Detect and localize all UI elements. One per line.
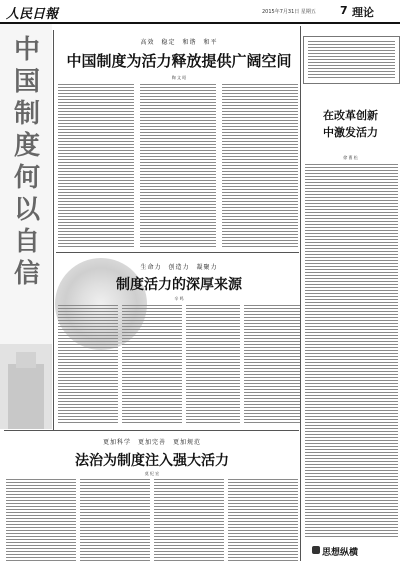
sidebar-title-line2: 中激发活力 <box>323 126 378 139</box>
sidebar-byline: 徐 曹 松 <box>343 155 358 160</box>
article-1-body <box>222 84 298 249</box>
article-1-kicker: 高效 稳定 和谐 和平 <box>140 39 218 46</box>
brand-icon <box>312 546 320 554</box>
sidebar-body <box>305 164 398 538</box>
article-2-kicker: 生命力 创造力 凝聚力 <box>140 264 218 271</box>
article-3-byline: 莫 纪 宏 <box>144 471 160 476</box>
article-2-body <box>244 305 300 425</box>
article-2-headline: 制度活力的深厚来源 <box>116 277 242 293</box>
column-divider <box>53 30 54 430</box>
page-number: 7 <box>340 4 348 17</box>
section-name: 理论 <box>352 6 374 19</box>
header-rule <box>0 22 400 24</box>
series-title: 中国制度何以自信 <box>13 35 40 289</box>
article-divider <box>56 252 299 253</box>
series-column <box>0 24 52 429</box>
article-3-kicker: 更加科学 更加完善 更加规范 <box>102 439 201 446</box>
article-3-body <box>6 479 76 561</box>
issue-date: 2015年7月31日 星期五 <box>262 9 316 15</box>
decorative-photo <box>0 344 52 429</box>
article-3-body <box>228 479 298 561</box>
article-3-body <box>154 479 224 561</box>
sidebar-title-line1: 在改革创新 <box>323 109 378 122</box>
footer-brand: 思想纵横 <box>322 548 359 558</box>
article-2-body <box>122 305 182 425</box>
article-3-body <box>80 479 150 561</box>
column-divider <box>300 26 301 561</box>
article-1-body <box>140 84 216 249</box>
editor-note-box <box>303 36 400 84</box>
article-1-headline: 中国制度为活力释放提供广阔空间 <box>66 52 292 70</box>
article-2-body <box>58 305 118 425</box>
page-header <box>0 0 400 24</box>
article-3-headline: 法治为制度注入强大活力 <box>75 453 229 469</box>
article-2-byline: 辛 鸣 <box>174 296 184 301</box>
article-1-body <box>58 84 134 249</box>
editor-note-text <box>308 41 395 79</box>
article-2-body <box>186 305 240 425</box>
article-1-byline: 陶 文 昭 <box>171 75 187 80</box>
masthead: 人民日報 <box>6 7 59 22</box>
article-divider <box>4 430 299 431</box>
